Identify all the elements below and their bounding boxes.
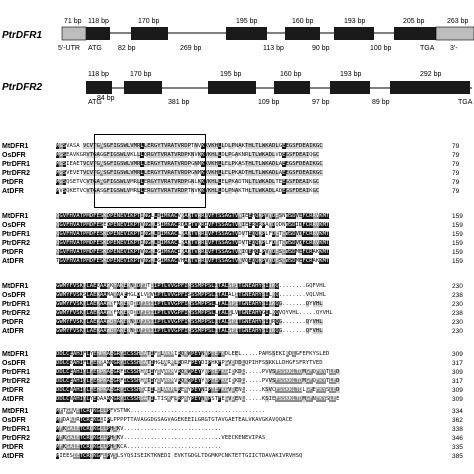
sequence-text: MGSEAVKGRVTGAGGFIGSWLVKLLLQRGYTVRATVRDPKNVKKVKHLLDLPGAKNRLTLWKADLVDEGSFDEAIQGC bbox=[56, 152, 320, 158]
alignment-row bbox=[0, 291, 474, 300]
alignment-row bbox=[0, 386, 474, 395]
utr5-label: 5'-UTR bbox=[58, 45, 80, 52]
alignment-row bbox=[0, 309, 474, 318]
alignment-row bbox=[0, 443, 474, 452]
exon-label-8: 263 bp bbox=[447, 18, 469, 25]
exon-label-3: 170 bp bbox=[138, 18, 160, 25]
intron2-label-3: 109 bp bbox=[258, 99, 280, 106]
residue-count: 159 bbox=[452, 222, 463, 229]
residue-count: 79 bbox=[452, 161, 460, 168]
exon-label-4: 195 bp bbox=[236, 18, 258, 25]
residue-count: 238 bbox=[452, 310, 463, 317]
species-label: PtrDFR1 bbox=[2, 231, 31, 238]
species-label: PtDFR bbox=[2, 249, 24, 256]
residue-count: 159 bbox=[452, 213, 463, 220]
intron-label-4: 90 bp bbox=[312, 45, 330, 52]
species-label: AtDFR bbox=[2, 258, 24, 265]
species-label: AtDFR bbox=[2, 453, 24, 460]
exon-3-ptrdfr1 bbox=[226, 27, 267, 40]
alignment-row bbox=[0, 230, 474, 239]
sequence-text: DDLCEAHIFLYEHPKAEGRYICSSHDATIFDLAKMIRQKWPEYNVPTEFKDLEEL.....PAMSSEKIKDLGFEFKYSLED bbox=[56, 351, 330, 357]
species-label: AtDFR bbox=[2, 328, 24, 335]
alignment-row bbox=[0, 327, 474, 336]
residue-count: 159 bbox=[452, 231, 463, 238]
alignment-row bbox=[0, 142, 474, 151]
sequence-text: MGSVASA VCVTGASGFIGSWLVMRLLERGYTVRATVRDPTNVKKVKHLLDLPNAKTHLTLWKADLGEEGSFDEAIKGC bbox=[56, 143, 323, 149]
utr3-box bbox=[436, 27, 474, 40]
residue-count: 309 bbox=[452, 369, 463, 376]
exon-1-ptrdfr2 bbox=[86, 81, 112, 94]
species-label: PtrDFR2 bbox=[2, 240, 31, 247]
intron-label-5: 100 bp bbox=[370, 45, 392, 52]
sequence-text: MFKGAIETCRQKGLLPHSKV.............................VEECKENEVIPAS bbox=[56, 435, 266, 441]
sequence-text: QGVFHVATPMDFESKDPENEVIKPTVNGMLGIMKACIKAKTVRRLVFTSSAGTVNIQEHQLPVYDESCWSDMEFCRAKKMT bbox=[56, 249, 330, 255]
residue-count: 338 bbox=[452, 426, 463, 433]
exon2-label-3: 195 bp bbox=[220, 71, 242, 78]
alignment-row bbox=[0, 350, 474, 359]
utr3-label: 3'- bbox=[450, 45, 458, 52]
exon2-label-4: 160 bp bbox=[280, 71, 302, 78]
sequence-text: MFKGAIETCRQKGLLPHSKCA............................ bbox=[56, 444, 222, 450]
intron2-label-2: 381 bp bbox=[168, 99, 190, 106]
alignment-row bbox=[0, 221, 474, 230]
exon-2-ptrdfr2 bbox=[124, 81, 162, 94]
residue-count: 335 bbox=[452, 444, 463, 451]
alignment-row bbox=[0, 187, 474, 196]
species-label: OsDFR bbox=[2, 292, 26, 299]
alignment-row bbox=[0, 151, 474, 160]
sequence-text: QGVFHVATPMDFESKDPENEVIKPTINGLLDIMKACVKAKTVRRLVFTSSAGTVNIEEHQKPVYDESNWSDVEFCRRVKMT bbox=[56, 213, 330, 219]
species-label: PtDFR bbox=[2, 319, 24, 326]
sequence-text: MIEESIETCRQKGFLPVSLSYQSISEIKTKNEDI EVKTGDGLTDGMKPCNKTETTGIICTDAVAKIVRVHSQ bbox=[56, 453, 303, 459]
species-label: AtDFR bbox=[2, 396, 24, 403]
sequence-text: MGSIEAETVCVTGASGFIGSWLVMRLLERGYTVRATVRDPGNMKKVKHLLELPKASTHLTLWKADLAEEGSFDEAIKGC bbox=[56, 161, 323, 167]
atg-label-ptrdfr1: ATG bbox=[88, 45, 102, 52]
exon-4-ptrdfr2 bbox=[274, 81, 310, 94]
residue-count: 159 bbox=[452, 249, 463, 256]
alignment-row bbox=[0, 318, 474, 327]
exon-6-ptrdfr2 bbox=[390, 81, 470, 94]
alignment-row bbox=[0, 160, 474, 169]
species-label: PtDFR bbox=[2, 179, 24, 186]
alignment-row bbox=[0, 359, 474, 368]
species-label: PtrDFR1 bbox=[2, 369, 31, 376]
gene-name-ptrdfr2: PtrDFR2 bbox=[2, 82, 43, 93]
atg-label-ptrdfr2: ATG bbox=[88, 99, 102, 106]
tga-label-ptrdfr2: TGA bbox=[458, 99, 473, 106]
exon-1-ptrdfr1 bbox=[86, 27, 110, 40]
residue-count: 309 bbox=[452, 396, 463, 403]
exon2-label-5: 193 bp bbox=[340, 71, 362, 78]
species-label: MtDFR1 bbox=[2, 408, 29, 415]
residue-count: 317 bbox=[452, 360, 463, 367]
species-label: PtrDFR2 bbox=[2, 170, 31, 177]
sequence-text: GWMYFVSKTLAEKAAWDFAKENDIDFISIIPTLVVGPFIMSSMPPSLLTALSLVTGNEAHYGILKQVQYVHL.....QYVHL bbox=[56, 310, 333, 316]
sequence-text: DDLCNAHIYLFEHPKAEGRYICSSHDCIILDLAKMLREKYPEYNIPTEFKGVDENL.....KSVCFSSKKLTDLGFEFKYSLED bbox=[56, 387, 340, 393]
residue-count: 230 bbox=[452, 283, 463, 290]
exon-label-6: 193 bp bbox=[344, 18, 366, 25]
gene-name-ptrdfr1: PtrDFR1 bbox=[2, 30, 43, 41]
species-label: PtrDFR2 bbox=[2, 310, 31, 317]
alignment-row bbox=[0, 257, 474, 266]
sequence-text: MGSVEVETVCVTGASGFIGSWLVMRLLERGYTVRATVRDPGNMKKVKHLLELPKADTHLTLWKADLAEEGSFDEAIKGC bbox=[56, 170, 323, 176]
residue-count: 79 bbox=[452, 170, 460, 177]
species-label: PtDFR bbox=[2, 387, 24, 394]
alignment-row bbox=[0, 212, 474, 221]
residue-count: 79 bbox=[452, 152, 460, 159]
exon-label-7: 205 bp bbox=[403, 18, 425, 25]
residue-count: 159 bbox=[452, 240, 463, 247]
species-label: MtDFR1 bbox=[2, 213, 29, 220]
intron-label-3: 113 bp bbox=[263, 45, 284, 52]
species-label: PtDFR bbox=[2, 444, 24, 451]
sequence-text: TGVFHVATPMDFESKDPENEVIKPTVNGMLGIMKACVHAKTVRRLVFTSSAGTVNVQEQQKPVYDESCWSDMEFCRAKKMT bbox=[56, 258, 330, 264]
residue-count: 346 bbox=[452, 435, 463, 442]
species-label: OsDFR bbox=[2, 360, 26, 367]
intron2-label-1: 84 bp bbox=[97, 95, 115, 102]
sequence-text: GWMYFVSKTLAEKAAWDYAKENNIDFISIIPTLVVGPFIMSSMPPSLITALSPITGNEAHYSIIKQG.......QFVHL bbox=[56, 328, 323, 334]
alignment-row bbox=[0, 377, 474, 386]
residue-count: 79 bbox=[452, 188, 460, 195]
intron-label-1: 82 bp bbox=[118, 45, 136, 52]
species-label: AtDFR bbox=[2, 188, 24, 195]
alignment-row bbox=[0, 169, 474, 178]
species-label: PtrDFR1 bbox=[2, 426, 31, 433]
residue-count: 230 bbox=[452, 301, 463, 308]
alignment-row bbox=[0, 300, 474, 309]
exon-4-ptrdfr1 bbox=[285, 27, 320, 40]
alignment-row bbox=[0, 395, 474, 404]
sequence-text: MFTGAVETCRTKGLLPFVSTNK........................................ bbox=[56, 408, 266, 414]
sequence-text: QGVFHVATPMDFESKDPENEVIKPTINGMLDIMKACLKAKTVRRLVFTSSAGTVDVTEQQKPLFDETCWSDVDFCRRVKMT bbox=[56, 240, 330, 246]
sequence-text: MVSQKETVCVTGASGFIGSWLVMRLLERGYTVRATVRDPTNVKKVKHLLDLPNAKTHLTLWKADLADEGSFDEAIKGC bbox=[56, 188, 320, 194]
intron2-label-4: 97 bp bbox=[312, 99, 330, 106]
alignment-row bbox=[0, 248, 474, 257]
alignment-row bbox=[0, 282, 474, 291]
exon-6-ptrdfr1 bbox=[394, 27, 436, 40]
sequence-text: DDLCNAHIYLYEQAAAKGRYICSSHDATILTISKFLRPKYPEYNVPSTFEGVDENL.....KSIEFSSKKLTDMGFNFKYSLEE bbox=[56, 396, 340, 402]
exon2-label-6: 292 bp bbox=[420, 71, 442, 78]
sequence-text: GWMYFVSKTLAEKAAWDFAKENDIDFISIIPTLVVGPFIMSSMPPSLLTALSPITGNEAHYSIIKQG.......QYVHL bbox=[56, 301, 323, 307]
residue-count: 238 bbox=[452, 292, 463, 299]
sequence-text: GWMYFVSKSLAEKAAMAYAAEHGLDLVSVIPTLVVGPFISSSMPPSLITALALITGNEAHYSILKQ........VQLVHL bbox=[56, 292, 326, 298]
alignment-row bbox=[0, 416, 474, 425]
alignment-row bbox=[0, 434, 474, 443]
sequence-text: QGVFHVATPMDFESEDPENEVIKPTVNGMLSIMKACRDAGTVKRIVFTSSAGTVNIEERQRPAYDQDNWSDIDFCRRVKMT bbox=[56, 222, 330, 228]
motif-highlight-box bbox=[94, 134, 206, 208]
residue-count: 79 bbox=[452, 179, 460, 186]
intron2-label-5: 89 bp bbox=[372, 99, 390, 106]
gene-structure-diagram bbox=[0, 0, 474, 135]
sequence-text: MFDAAIRTCREKGLIPLPPPPTTAVAGGDGSAGVAGEKEEILGRGTGTAVGAETEALVKAVGKAVQQACE bbox=[56, 417, 293, 423]
species-label: OsDFR bbox=[2, 152, 26, 159]
species-label: PtrDFR1 bbox=[2, 161, 31, 168]
residue-count: 309 bbox=[452, 387, 463, 394]
residue-count: 79 bbox=[452, 143, 460, 150]
exon-5-ptrdfr1 bbox=[334, 27, 374, 40]
species-label: MtDFR1 bbox=[2, 143, 29, 150]
residue-count: 362 bbox=[452, 417, 463, 424]
exon2-label-1: 118 bp bbox=[88, 71, 109, 78]
species-label: PtrDFR2 bbox=[2, 435, 31, 442]
tga-label-ptrdfr1: TGA bbox=[420, 45, 435, 52]
sequence-text: QGVFHVATPMDFESKDPENEVIKPTINGMLDIMKACLKAKTVRRLVFTSSAGTVDVTEQQKPLFDETCWSDVDFCRRVKMT bbox=[56, 231, 330, 237]
species-label: PtrDFR2 bbox=[2, 378, 31, 385]
utr5-box bbox=[62, 27, 86, 40]
exon-label-5: 160 bp bbox=[292, 18, 314, 25]
species-label: MtDFR1 bbox=[2, 351, 29, 358]
sequence-text: DDLCDAHIFLFEHPAANGRYICSSHDATIHGLARMLRDRFPEYDIPHKFPGVDDDLQPIHFSSKKLLDHGFSFRYTVED bbox=[56, 360, 323, 366]
residue-count: 230 bbox=[452, 328, 463, 335]
residue-count: 385 bbox=[452, 453, 463, 460]
alignment-row bbox=[0, 452, 474, 461]
residue-count: 230 bbox=[452, 319, 463, 326]
species-label: MtDFR1 bbox=[2, 283, 29, 290]
sequence-text: GWMYFVSKTLAEQAAWKYAKENNIDFITIIPTLVVGPFIMSSMPPSLITALSPITGNEAHYSIIKQ........GQFVHL bbox=[56, 283, 326, 289]
sequence-text: DDLCEAHIYLFEHPKAEGRFICSSHHAIIYDVAKMVRQKWPEYYVPTEFKGIDKDL.....PVVSFSSKKLTDMGFQFKYTLED bbox=[56, 369, 340, 375]
species-label: OsDFR bbox=[2, 417, 26, 424]
sequence-text: GWMYFVSKTLAEKAAWDYAKENNIDFISIIPTLVVGPFIMSSMPPSLITALSPITGNEAHYSIIRQG.......QYVHL bbox=[56, 319, 323, 325]
species-label: PtrDFR1 bbox=[2, 301, 31, 308]
residue-count: 334 bbox=[452, 408, 463, 415]
alignment-row bbox=[0, 407, 474, 416]
alignment-row bbox=[0, 368, 474, 377]
exon2-label-2: 170 bp bbox=[130, 71, 152, 78]
intron-label-2: 269 bp bbox=[180, 45, 202, 52]
sequence-text: MGSQSETVCVTGAAGFIGSWLVMRLLERGYTVRATVRDPGNLKKVKHLLELPKADTNLTLWKADLTEEGSFDEAIKGC bbox=[56, 179, 320, 185]
alignment-row bbox=[0, 178, 474, 187]
sequence-text: MFKGAIETCRQKGLLPHSKV............................. bbox=[56, 426, 222, 432]
sequence-text: DDLCEAHIYLFEHPKAEGRFICSSHHAIIYDVAKMVRQKWPEYYVPTEFKGIDKDL.....PVVSFSSKKLTDMGFQFKYTLED bbox=[56, 378, 340, 384]
residue-count: 317 bbox=[452, 378, 463, 385]
exon-label-1: 71 bp bbox=[64, 18, 82, 25]
residue-count: 159 bbox=[452, 258, 463, 265]
species-label: OsDFR bbox=[2, 222, 26, 229]
alignment-row bbox=[0, 239, 474, 248]
exon-label-2: 118 bp bbox=[88, 18, 109, 25]
exon-5-ptrdfr2 bbox=[330, 81, 370, 94]
residue-count: 309 bbox=[452, 351, 463, 358]
exon-2-ptrdfr1 bbox=[131, 27, 168, 40]
alignment-row bbox=[0, 425, 474, 434]
exon-3-ptrdfr2 bbox=[208, 81, 256, 94]
